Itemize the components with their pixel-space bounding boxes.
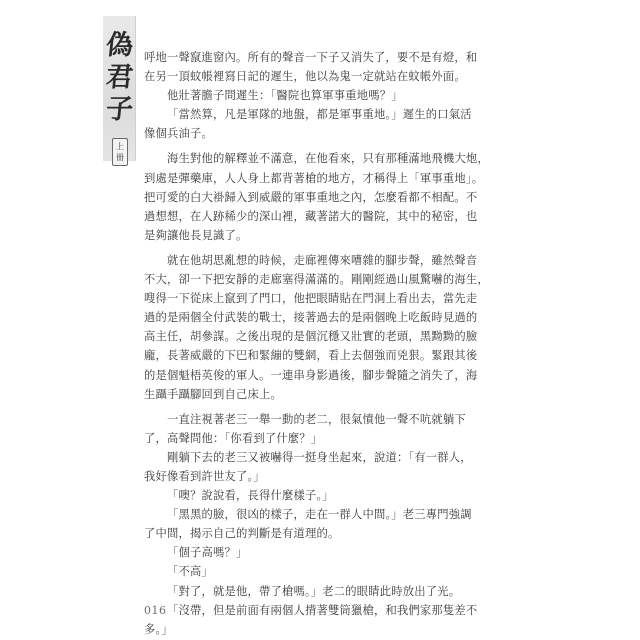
text-line: 一直注視著老三一舉一動的老二，很氣憤他一聲不吭就躺下 <box>167 412 466 426</box>
text-line: 嗖得一下從床上竄到了門口，他把眼睛貼在門洞上看出去，當先走 <box>144 292 478 306</box>
text-line: 就在他胡思亂想的時候，走廊裡傳來嘈雜的腳步聲，雖然聲音 <box>167 253 478 267</box>
body-text <box>144 48 496 639</box>
text-line: 是夠讓他長見識了。 <box>144 228 248 242</box>
text-line: 「沒帶，但是前面有兩個人揹著雙筒獵槍，和我們家那隻差不 <box>167 603 478 617</box>
text-line: 高主任，胡參謀。之後出現的是個沉穩又壯實的老頭，黑黝黝的臉 <box>144 330 478 344</box>
text-line: 我好像看到許世友了。」 <box>144 469 265 483</box>
text-line: 「不高」 <box>167 565 213 579</box>
book-title-char: 偽 <box>103 30 135 61</box>
book-title-banner <box>103 16 136 161</box>
text-line: 多。」 <box>144 622 173 636</box>
text-line: 了中間，揭示自己的判斷是有道理的。 <box>144 527 340 541</box>
text-line: 在另一頂蚊帳裡寫日記的遲生，他以為鬼一定就站在蚊帳外面。 <box>144 70 466 84</box>
volume-tag <box>112 138 128 166</box>
text-line: 「個子高嗎？」 <box>167 546 248 560</box>
text-line: 龐，長著威嚴的下巴和緊繃的雙網，看上去個強而兇狠。緊跟其後 <box>144 349 478 363</box>
volume-char: 冊 <box>116 153 124 162</box>
text-line: 「黑黑的臉，很凶的樣子，走在一群人中間。」老三專門強調 <box>167 508 472 522</box>
text-line: 了，高聲問他：「你看到了什麼？」 <box>144 431 323 445</box>
text-line: 把可愛的白大褂歸入到威嚴的軍事重地之內，怎麼看都不相配。不 <box>144 190 478 204</box>
text-line: 海生對他的解釋並不滿意，在他看來，只有那種滿地飛機大炮， <box>167 152 489 166</box>
book-title-char: 子 <box>103 94 135 125</box>
text-line: 呼地一聲竄進窗內。所有的聲音一下子又消失了，要不是有燈，和 <box>144 51 478 64</box>
text-line: 「噢？說說看，長得什麼樣子。」 <box>167 489 334 503</box>
volume-char: 上 <box>116 142 124 151</box>
text-line: 的是個魁梧英俊的軍人。一連串身影過後，腳步聲隨之消失了，海 <box>144 368 478 382</box>
text-line: 不大，卻一下把安靜的走廊塞得滿滿的。剛剛經過山風驚嚇的海生， <box>144 273 489 287</box>
text-line: 過想想，在人跡稀少的深山裡，藏著諾大的醫院，其中的秘密，也 <box>144 209 478 223</box>
text-line: 過的是兩個全付武裝的戰士，接著過去的是兩個晚上吃飯時見過的 <box>144 311 478 325</box>
text-line: 剛躺下去的老三又被嚇得一挺身坐起來，說道：「有一群人， <box>167 450 472 464</box>
page-number: 016 <box>144 604 167 617</box>
book-title-char: 君 <box>103 62 135 93</box>
text-line: 到處是彈藥庫，人人身上都背著槍的地方，才稱得上「軍事重地」。 <box>144 171 484 185</box>
book-title <box>103 30 135 126</box>
text-line: 「對了，就是他，帶了槍嗎。」老二的眼睛此時放出了光。 <box>167 584 461 598</box>
text-line: 像個兵油子。 <box>144 127 213 141</box>
text-line: 「當然算，凡是軍隊的地盤，都是軍事重地。」遲生的口氣活 <box>167 108 472 122</box>
text-line: 生躡手躡腳回到自己床上。 <box>144 387 282 401</box>
text-line: 他壯著膽子問遲生：「醫院也算軍事重地嗎？」 <box>167 89 403 103</box>
